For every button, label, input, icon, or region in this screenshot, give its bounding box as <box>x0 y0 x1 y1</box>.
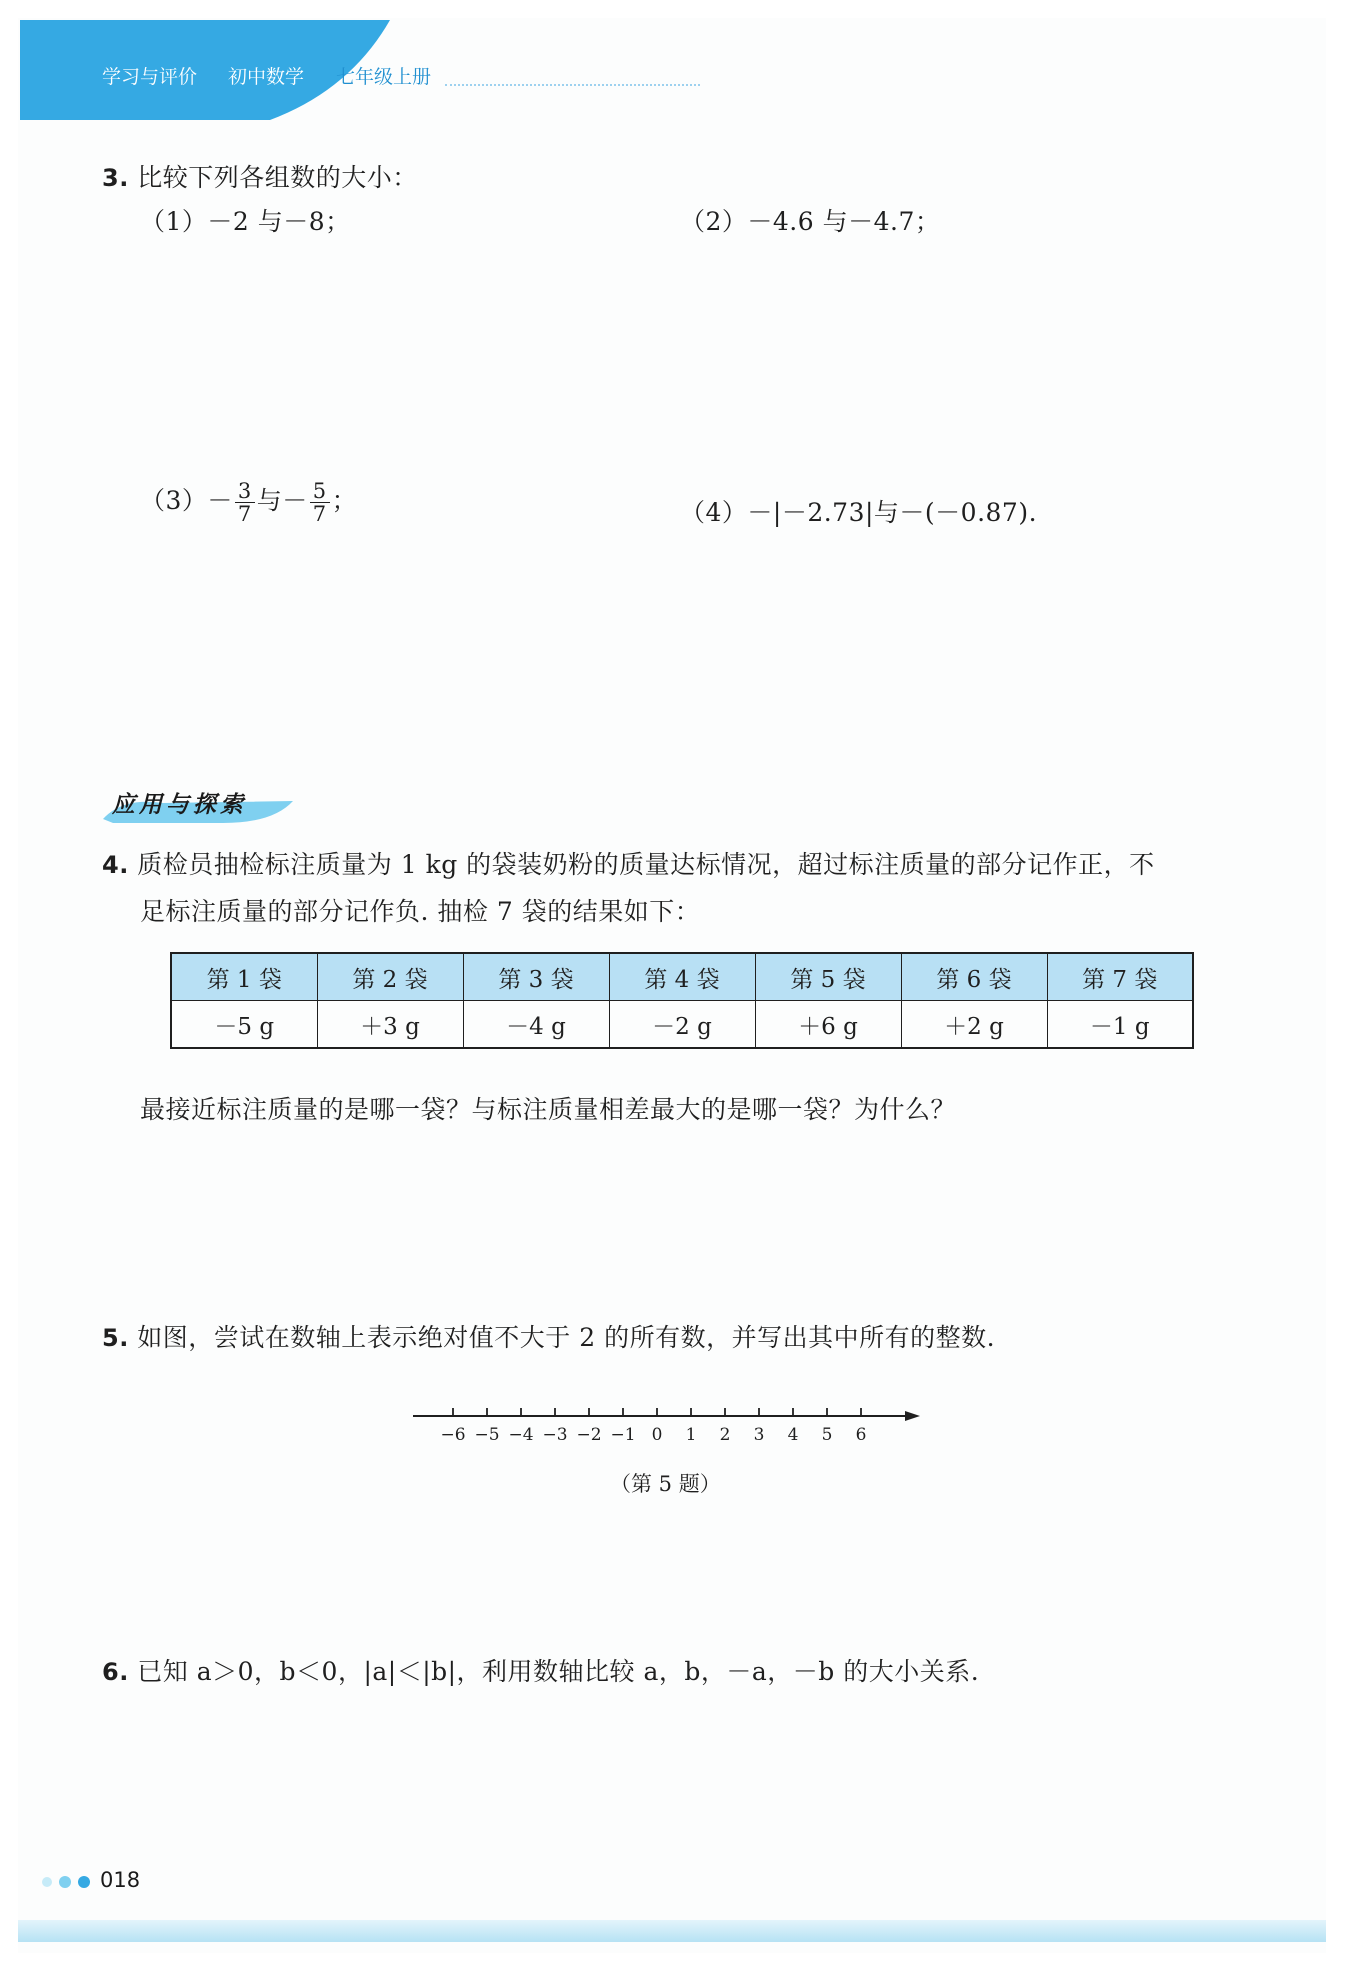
q5-number: 5. <box>102 1324 129 1352</box>
number-line-tick-label: 5 <box>821 1425 833 1445</box>
number-line-tick-label: −2 <box>576 1425 602 1445</box>
fraction-1-denominator: 7 <box>237 502 252 527</box>
fraction-2-numerator: 5 <box>310 480 330 503</box>
number-line-tick-label: 4 <box>787 1425 799 1445</box>
number-line-tick-label: −6 <box>440 1425 466 1445</box>
fraction-three-sevenths <box>235 480 255 525</box>
q5-line <box>102 1318 995 1354</box>
number-line-tick-label: −4 <box>508 1425 534 1445</box>
number-line-tick-label: 0 <box>651 1425 663 1445</box>
number-line-tick-label: 1 <box>685 1425 697 1445</box>
q3-stem: 比较下列各组数的大小： <box>137 163 418 192</box>
table-header-cell: 第 4 袋 <box>609 953 755 1001</box>
number-line-tick-label: −1 <box>610 1425 636 1445</box>
q6-line <box>102 1652 979 1688</box>
table-header-cell: 第 7 袋 <box>1047 953 1193 1001</box>
number-line-arrow <box>905 1411 920 1421</box>
number-line-tick-label: 2 <box>719 1425 731 1445</box>
header-dotted-rule <box>445 84 700 86</box>
table-cell: －5 g <box>171 1001 317 1049</box>
table-cell: －1 g <box>1047 1001 1193 1049</box>
q3-part-3 <box>140 480 357 525</box>
q3-part-1: （1）－2 与－8； <box>140 207 351 236</box>
figure-caption: （第 5 题） <box>610 1472 721 1496</box>
table-row <box>171 1001 1193 1049</box>
q3-part-3-suffix: ； <box>331 486 358 516</box>
q3-number: 3. <box>102 164 129 192</box>
q6-text: 已知 a＞0，b＜0，|a|＜|b|，利用数轴比较 a，b，－a，－b 的大小关系. <box>137 1657 980 1686</box>
page-number: 018 <box>100 1868 141 1892</box>
q4-line-2: 足标注质量的部分记作负. 抽检 7 袋的结果如下： <box>140 897 701 926</box>
number-line-tick-label: −5 <box>474 1425 500 1445</box>
header-series: 学习与评价 <box>102 66 198 88</box>
footer-dots-icon <box>40 1872 100 1892</box>
table-header-row <box>171 953 1193 1001</box>
number-line-tick-label: −3 <box>542 1425 568 1445</box>
q4-question: 最接近标注质量的是哪一袋？与标注质量相差最大的是哪一袋？为什么？ <box>140 1095 957 1124</box>
q6-number: 6. <box>102 1658 129 1686</box>
q5-text: 如图，尝试在数轴上表示绝对值不大于 2 的所有数，并写出其中所有的整数. <box>137 1323 996 1352</box>
fraction-1-numerator: 3 <box>235 480 255 503</box>
number-line-tick-label: 3 <box>753 1425 765 1445</box>
header-subject: 初中数学 <box>228 66 305 88</box>
section-title: 应用与探索 <box>112 792 247 818</box>
table-header-cell: 第 6 袋 <box>901 953 1047 1001</box>
fraction-2-denominator: 7 <box>312 502 327 527</box>
q4-number: 4. <box>102 851 129 879</box>
table-header-cell: 第 3 袋 <box>463 953 609 1001</box>
table-cell: ＋3 g <box>317 1001 463 1049</box>
q3-part-3-mid: 与－ <box>256 486 308 516</box>
footer-strip <box>18 1920 1326 1942</box>
number-line <box>405 1390 925 1460</box>
sample-table <box>170 952 1194 1049</box>
table-cell: －2 g <box>609 1001 755 1049</box>
table-cell: ＋6 g <box>755 1001 901 1049</box>
table-header-cell: 第 1 袋 <box>171 953 317 1001</box>
header-grade: 七年级上册 <box>336 66 432 88</box>
q3-part-2: （2）－4.6 与－4.7； <box>680 207 941 236</box>
q3-stem-line <box>102 158 418 194</box>
number-line-tick-label: 6 <box>855 1425 867 1445</box>
table-header-cell: 第 5 袋 <box>755 953 901 1001</box>
q4-line-1 <box>102 845 1155 881</box>
table-cell: ＋2 g <box>901 1001 1047 1049</box>
table-cell: －4 g <box>463 1001 609 1049</box>
q3-part-3-prefix: （3）－ <box>140 486 233 516</box>
q3-part-4: （4）－|－2.73|与－(－0.87). <box>680 498 1038 527</box>
fraction-five-sevenths <box>310 480 330 525</box>
q4-text-1: 质检员抽检标注质量为 1 kg 的袋装奶粉的质量达标情况，超过标注质量的部分记作正，不 <box>137 850 1155 879</box>
table-header-cell: 第 2 袋 <box>317 953 463 1001</box>
